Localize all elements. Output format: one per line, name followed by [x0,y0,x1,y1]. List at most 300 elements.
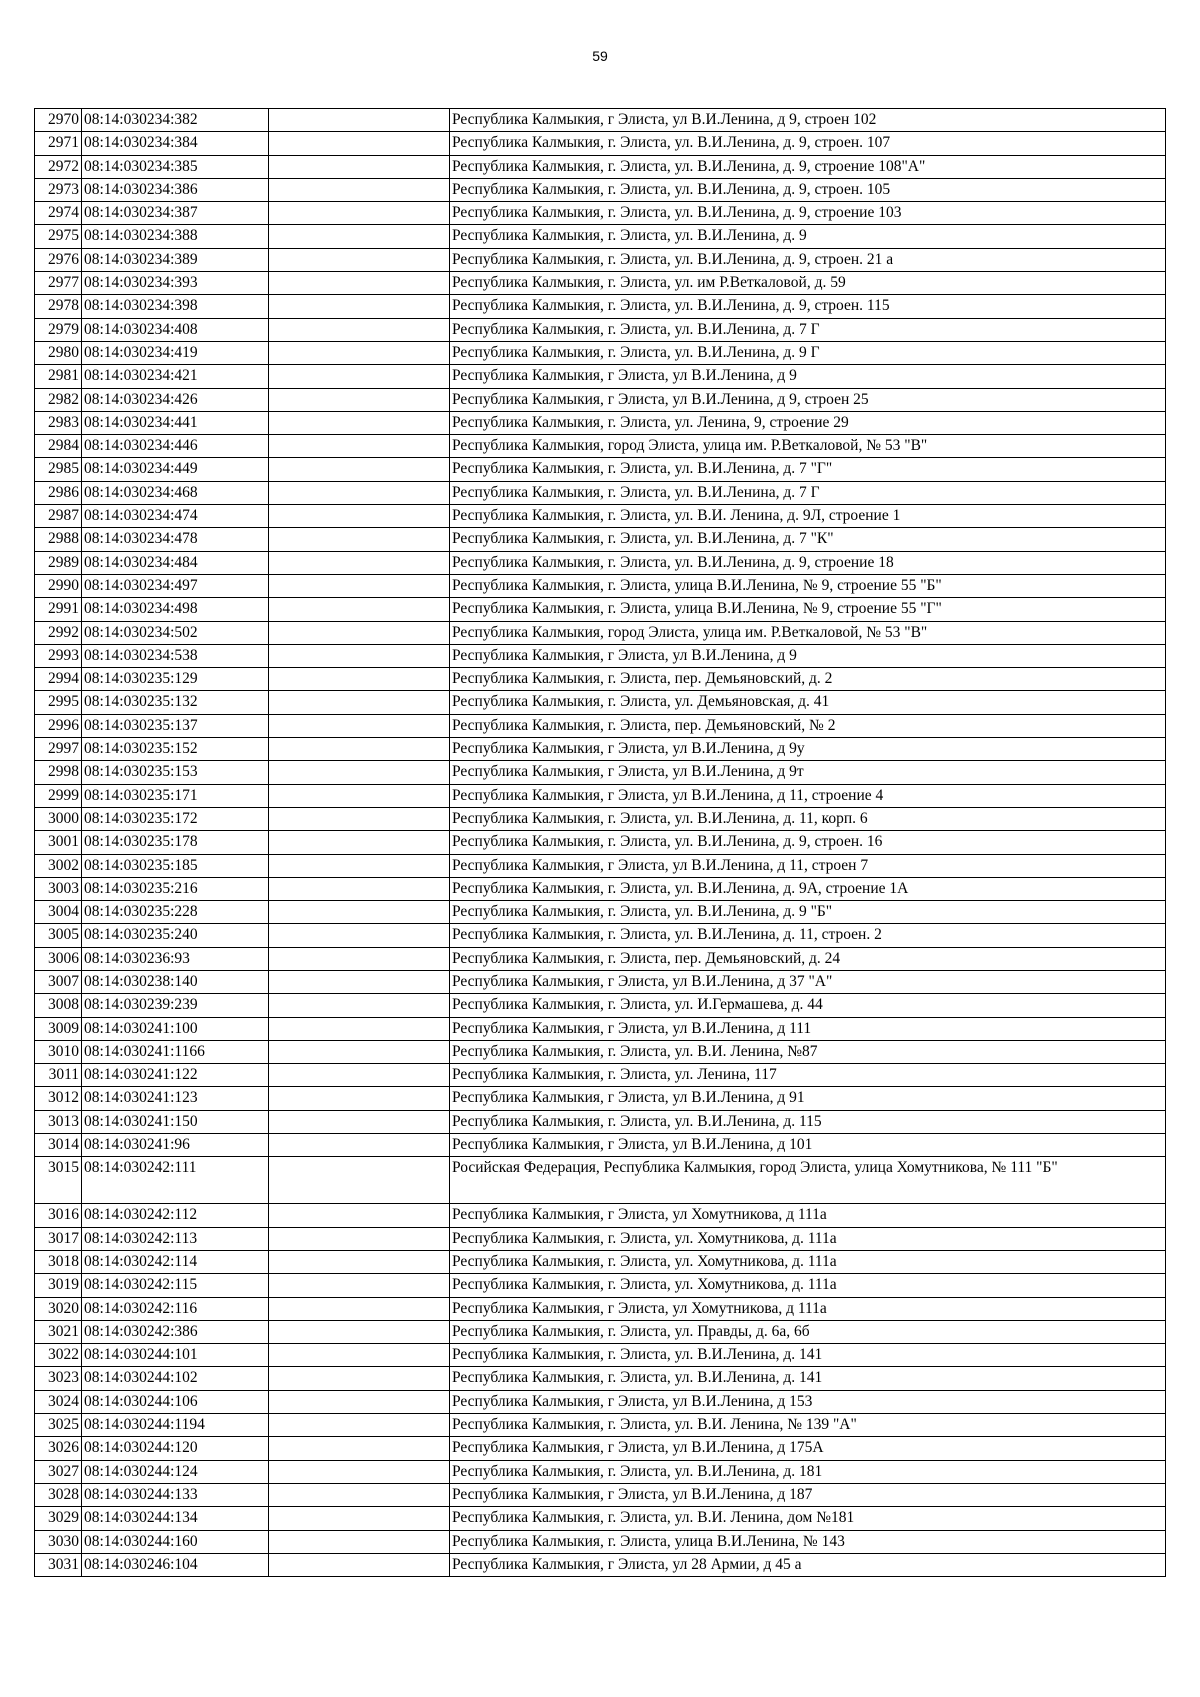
address-cell: Республика Калмыкия, город Элиста, улица им. Р.Веткаловой, № 53 "В" [450,621,1166,644]
address-cell: Республика Калмыкия, г. Элиста, ул. В.И.Ленина, д. 181 [450,1460,1166,1483]
address-cell: Республика Калмыкия, г. Элиста, ул. В.И.Ленина, д. 9, строение 108"А" [450,155,1166,178]
cadastral-number-cell: 08:14:030241:123 [82,1087,269,1110]
table-row [35,1414,1166,1437]
row-number-cell: 3028 [35,1483,82,1506]
page-number: 59 [592,48,608,64]
empty-cell [269,1204,450,1227]
table-row [35,1320,1166,1343]
row-number-cell: 2977 [35,272,82,295]
empty-cell [269,1344,450,1367]
address-cell: Республика Калмыкия, г. Элиста, улица В.И.Ленина, № 9, строение 55 "Г" [450,598,1166,621]
empty-cell [269,1507,450,1530]
row-number-cell: 3003 [35,877,82,900]
table-row [35,1507,1166,1530]
table-row [35,178,1166,201]
cadastral-number-cell: 08:14:030244:120 [82,1437,269,1460]
empty-cell [269,225,450,248]
address-cell: Республика Калмыкия, г. Элиста, ул. Демьяновская, д. 41 [450,691,1166,714]
empty-cell [269,1274,450,1297]
cadastral-number-cell: 08:14:030242:116 [82,1297,269,1320]
row-number-cell: 2987 [35,505,82,528]
table-row [35,295,1166,318]
empty-cell [269,970,450,993]
address-cell: Республика Калмыкия, г Элиста, ул В.И.Ленина, д 187 [450,1483,1166,1506]
address-cell: Республика Калмыкия, г Элиста, ул В.И.Ленина, д 11, строение 4 [450,784,1166,807]
empty-cell [269,924,450,947]
empty-cell [269,1483,450,1506]
cadastral-number-cell: 08:14:030234:497 [82,574,269,597]
address-cell: Республика Калмыкия, г Элиста, ул В.И.Ленина, д 37 "А" [450,970,1166,993]
empty-cell [269,598,450,621]
row-number-cell: 2973 [35,178,82,201]
address-cell: Республика Калмыкия, г Элиста, ул В.И.Ленина, д 9 [450,644,1166,667]
row-number-cell: 3022 [35,1344,82,1367]
cadastral-number-cell: 08:14:030234:421 [82,365,269,388]
address-cell: Республика Калмыкия, г. Элиста, ул. им Р.Веткаловой, д. 59 [450,272,1166,295]
cadastral-number-cell: 08:14:030244:106 [82,1390,269,1413]
empty-cell [269,318,450,341]
empty-cell [269,901,450,924]
address-cell: Республика Калмыкия, г. Элиста, ул. В.И.Ленина, д. 9, строен. 16 [450,831,1166,854]
table-row [35,109,1166,132]
row-number-cell: 2976 [35,248,82,271]
cadastral-number-cell: 08:14:030235:171 [82,784,269,807]
empty-cell [269,1134,450,1157]
address-cell: Республика Калмыкия, г. Элиста, ул. В.И.Ленина, д. 7 "К" [450,528,1166,551]
row-number-cell: 2981 [35,365,82,388]
table-row [35,225,1166,248]
row-number-cell: 3029 [35,1507,82,1530]
table-row [35,1134,1166,1157]
table-row [35,272,1166,295]
empty-cell [269,1087,450,1110]
row-number-cell: 3023 [35,1367,82,1390]
cadastral-number-cell: 08:14:030235:185 [82,854,269,877]
empty-cell [269,295,450,318]
address-cell: Республика Калмыкия, г Элиста, ул Хомутникова, д 111а [450,1204,1166,1227]
cadastral-number-cell: 08:14:030244:102 [82,1367,269,1390]
row-number-cell: 3010 [35,1040,82,1063]
table-row [35,1553,1166,1576]
empty-cell [269,947,450,970]
row-number-cell: 2984 [35,435,82,458]
table-body [35,109,1166,1577]
cadastral-number-cell: 08:14:030235:132 [82,691,269,714]
address-cell: Республика Калмыкия, г. Элиста, ул. В.И.Ленина, д. 7 Г [450,481,1166,504]
cadastral-number-cell: 08:14:030239:239 [82,994,269,1017]
address-cell: Республика Калмыкия, г Элиста, ул В.И.Ленина, д 153 [450,1390,1166,1413]
row-number-cell: 2986 [35,481,82,504]
table-row [35,1530,1166,1553]
cadastral-number-cell: 08:14:030234:449 [82,458,269,481]
address-cell: Республика Калмыкия, г. Элиста, ул. В.И. Ленина, №87 [450,1040,1166,1063]
table-row [35,528,1166,551]
cadastral-number-cell: 08:14:030244:134 [82,1507,269,1530]
table-row [35,831,1166,854]
address-cell: Республика Калмыкия, г Элиста, ул В.И.Ленина, д 101 [450,1134,1166,1157]
row-number-cell: 2985 [35,458,82,481]
empty-cell [269,1227,450,1250]
row-number-cell: 2982 [35,388,82,411]
table-row [35,854,1166,877]
empty-cell [269,1320,450,1343]
row-number-cell: 3020 [35,1297,82,1320]
empty-cell [269,1553,450,1576]
table-row [35,668,1166,691]
table-row [35,901,1166,924]
row-number-cell: 2991 [35,598,82,621]
table-row [35,738,1166,761]
address-cell: Республика Калмыкия, г. Элиста, ул. В.И.Ленина, д. 9 [450,225,1166,248]
address-cell: Республика Калмыкия, г Элиста, ул В.И.Ленина, д 175А [450,1437,1166,1460]
cadastral-number-cell: 08:14:030234:389 [82,248,269,271]
empty-cell [269,668,450,691]
table-row [35,691,1166,714]
table-row [35,807,1166,830]
row-number-cell: 2997 [35,738,82,761]
address-cell: Республика Калмыкия, г. Элиста, ул. В.И.Ленина, д. 11, строен. 2 [450,924,1166,947]
address-cell: Республика Калмыкия, г. Элиста, ул. В.И.Ленина, д. 7 "Г" [450,458,1166,481]
cadastral-number-cell: 08:14:030234:441 [82,411,269,434]
empty-cell [269,1460,450,1483]
empty-cell [269,202,450,225]
empty-cell [269,411,450,434]
empty-cell [269,761,450,784]
row-number-cell: 3009 [35,1017,82,1040]
row-number-cell: 3016 [35,1204,82,1227]
table-row [35,924,1166,947]
empty-cell [269,1390,450,1413]
cadastral-number-cell: 08:14:030234:484 [82,551,269,574]
cadastral-number-cell: 08:14:030234:478 [82,528,269,551]
address-cell: Республика Калмыкия, г. Элиста, пер. Демьяновский, № 2 [450,714,1166,737]
cadastral-number-cell: 08:14:030235:178 [82,831,269,854]
empty-cell [269,155,450,178]
table-row [35,714,1166,737]
empty-cell [269,1064,450,1087]
table-row [35,411,1166,434]
row-number-cell: 3007 [35,970,82,993]
cadastral-number-cell: 08:14:030235:153 [82,761,269,784]
address-cell: Республика Калмыкия, г. Элиста, ул. Ленина, 9, строение 29 [450,411,1166,434]
cadastral-number-cell: 08:14:030234:498 [82,598,269,621]
address-cell: Республика Калмыкия, г. Элиста, пер. Демьяновский, д. 24 [450,947,1166,970]
empty-cell [269,481,450,504]
cadastral-number-cell: 08:14:030241:1166 [82,1040,269,1063]
cadastral-number-cell: 08:14:030235:137 [82,714,269,737]
row-number-cell: 3019 [35,1274,82,1297]
row-number-cell: 3021 [35,1320,82,1343]
empty-cell [269,831,450,854]
table-row [35,1017,1166,1040]
cadastral-number-cell: 08:14:030234:426 [82,388,269,411]
cadastral-number-cell: 08:14:030234:538 [82,644,269,667]
table-row [35,1227,1166,1250]
table-row [35,994,1166,1017]
empty-cell [269,784,450,807]
table-row [35,1250,1166,1273]
table-row [35,947,1166,970]
address-cell: Республика Калмыкия, г. Элиста, ул. В.И.Ленина, д. 9, строение 18 [450,551,1166,574]
cadastral-number-cell: 08:14:030234:502 [82,621,269,644]
address-cell: Республика Калмыкия, г. Элиста, ул. Ленина, 117 [450,1064,1166,1087]
empty-cell [269,854,450,877]
table-row [35,155,1166,178]
address-cell: Республика Калмыкия, г Элиста, ул 28 Армии, д 45 а [450,1553,1166,1576]
cadastral-number-cell: 08:14:030246:104 [82,1553,269,1576]
row-number-cell: 2989 [35,551,82,574]
table-row [35,481,1166,504]
address-cell: Республика Калмыкия, г. Элиста, ул. В.И.Ленина, д. 9 Г [450,341,1166,364]
row-number-cell: 3012 [35,1087,82,1110]
table-row [35,1460,1166,1483]
cadastral-number-cell: 08:14:030241:96 [82,1134,269,1157]
row-number-cell: 3002 [35,854,82,877]
address-cell: Республика Калмыкия, г Элиста, ул В.И.Ленина, д 11, строен 7 [450,854,1166,877]
table-row [35,365,1166,388]
row-number-cell: 2983 [35,411,82,434]
empty-cell [269,877,450,900]
table-row [35,1367,1166,1390]
address-cell: Республика Калмыкия, г. Элиста, ул. В.И.Ленина, д. 141 [450,1367,1166,1390]
address-cell: Республика Калмыкия, г Элиста, ул В.И.Ленина, д 9 [450,365,1166,388]
address-cell: Республика Калмыкия, г. Элиста, ул. В.И.Ленина, д. 9, строен. 21 а [450,248,1166,271]
table-row [35,1157,1166,1204]
empty-cell [269,248,450,271]
table-row [35,1344,1166,1367]
address-cell: Республика Калмыкия, г. Элиста, ул. В.И.Ленина, д. 115 [450,1110,1166,1133]
table-row [35,435,1166,458]
cadastral-number-cell: 08:14:030234:386 [82,178,269,201]
empty-cell [269,738,450,761]
table-row [35,388,1166,411]
address-cell: Республика Калмыкия, г. Элиста, улица В.И.Ленина, № 9, строение 55 "Б" [450,574,1166,597]
address-cell: Республика Калмыкия, г. Элиста, ул. В.И.Ленина, д. 11, корп. 6 [450,807,1166,830]
row-number-cell: 3015 [35,1157,82,1204]
row-number-cell: 3005 [35,924,82,947]
empty-cell [269,1250,450,1273]
address-cell: Республика Калмыкия, г. Элиста, ул. И.Гермашева, д. 44 [450,994,1166,1017]
cadastral-number-cell: 08:14:030242:111 [82,1157,269,1204]
empty-cell [269,621,450,644]
cadastral-number-cell: 08:14:030242:114 [82,1250,269,1273]
address-cell: Республика Калмыкия, г. Элиста, ул. В.И.Ленина, д. 9, строен. 107 [450,132,1166,155]
address-cell: Республика Калмыкия, г. Элиста, ул. В.И.Ленина, д. 141 [450,1344,1166,1367]
row-number-cell: 2988 [35,528,82,551]
empty-cell [269,1297,450,1320]
address-cell: Республика Калмыкия, г Элиста, ул В.И.Ленина, д 9у [450,738,1166,761]
row-number-cell: 2992 [35,621,82,644]
address-cell: Республика Калмыкия, г Элиста, ул Хомутникова, д 111а [450,1297,1166,1320]
empty-cell [269,994,450,1017]
cadastral-number-cell: 08:14:030234:384 [82,132,269,155]
empty-cell [269,551,450,574]
empty-cell [269,132,450,155]
address-cell: Республика Калмыкия, г. Элиста, ул. В.И. Ленина, № 139 "А" [450,1414,1166,1437]
table-row [35,1087,1166,1110]
row-number-cell: 3027 [35,1460,82,1483]
row-number-cell: 2972 [35,155,82,178]
row-number-cell: 3024 [35,1390,82,1413]
cadastral-number-cell: 08:14:030235:240 [82,924,269,947]
row-number-cell: 2978 [35,295,82,318]
address-cell: Республика Калмыкия, г Элиста, ул В.И.Ленина, д 91 [450,1087,1166,1110]
row-number-cell: 2974 [35,202,82,225]
address-cell: Республика Калмыкия, город Элиста, улица им. Р.Веткаловой, № 53 "В" [450,435,1166,458]
table-row [35,341,1166,364]
cadastral-number-cell: 08:14:030244:133 [82,1483,269,1506]
row-number-cell: 2999 [35,784,82,807]
cadastral-number-cell: 08:14:030242:112 [82,1204,269,1227]
cadastral-number-cell: 08:14:030244:1194 [82,1414,269,1437]
row-number-cell: 3006 [35,947,82,970]
table-row [35,784,1166,807]
address-cell: Республика Калмыкия, г Элиста, ул В.И.Ленина, д 111 [450,1017,1166,1040]
cadastral-number-cell: 08:14:030235:216 [82,877,269,900]
empty-cell [269,341,450,364]
empty-cell [269,1040,450,1063]
table-row [35,970,1166,993]
table-row [35,644,1166,667]
cadastral-number-cell: 08:14:030235:152 [82,738,269,761]
table-row [35,551,1166,574]
address-cell: Республика Калмыкия, г Элиста, ул В.И.Ленина, д 9т [450,761,1166,784]
row-number-cell: 2990 [35,574,82,597]
empty-cell [269,435,450,458]
empty-cell [269,505,450,528]
address-cell: Республика Калмыкия, г. Элиста, ул. В.И.Ленина, д. 9, строение 103 [450,202,1166,225]
table-row [35,1437,1166,1460]
empty-cell [269,528,450,551]
table-row [35,877,1166,900]
cadastral-number-cell: 08:14:030241:150 [82,1110,269,1133]
table-row [35,458,1166,481]
cadastral-number-cell: 08:14:030242:115 [82,1274,269,1297]
table-row [35,1390,1166,1413]
address-cell: Республика Калмыкия, г. Элиста, ул. В.И.Ленина, д. 9 "Б" [450,901,1166,924]
address-cell: Республика Калмыкия, г. Элиста, ул. Хомутникова, д. 111а [450,1227,1166,1250]
address-cell: Республика Калмыкия, г. Элиста, ул. В.И.Ленина, д. 9, строен. 105 [450,178,1166,201]
empty-cell [269,1017,450,1040]
row-number-cell: 3000 [35,807,82,830]
cadastral-number-cell: 08:14:030234:393 [82,272,269,295]
table-row [35,1483,1166,1506]
address-cell: Республика Калмыкия, г Элиста, ул В.И.Ленина, д 9, строен 25 [450,388,1166,411]
empty-cell [269,109,450,132]
table-row [35,1274,1166,1297]
empty-cell [269,1530,450,1553]
address-cell: Республика Калмыкия, г. Элиста, улица В.И.Ленина, № 143 [450,1530,1166,1553]
cadastral-number-cell: 08:14:030241:122 [82,1064,269,1087]
empty-cell [269,365,450,388]
address-cell: Республика Калмыкия, г. Элиста, ул. В.И.Ленина, д. 7 Г [450,318,1166,341]
empty-cell [269,178,450,201]
cadastral-number-cell: 08:14:030238:140 [82,970,269,993]
cadastral-number-cell: 08:14:030234:382 [82,109,269,132]
table-row [35,1297,1166,1320]
table-row [35,574,1166,597]
cadastral-number-cell: 08:14:030234:468 [82,481,269,504]
empty-cell [269,458,450,481]
table-row [35,1204,1166,1227]
cadastral-number-cell: 08:14:030234:388 [82,225,269,248]
empty-cell [269,1437,450,1460]
row-number-cell: 2970 [35,109,82,132]
cadastral-number-cell: 08:14:030235:172 [82,807,269,830]
row-number-cell: 3031 [35,1553,82,1576]
table-row [35,1040,1166,1063]
row-number-cell: 2994 [35,668,82,691]
row-number-cell: 2979 [35,318,82,341]
table-row [35,318,1166,341]
cadastral-number-cell: 08:14:030234:387 [82,202,269,225]
row-number-cell: 2996 [35,714,82,737]
empty-cell [269,272,450,295]
empty-cell [269,714,450,737]
table-row [35,1064,1166,1087]
cadastral-number-cell: 08:14:030242:113 [82,1227,269,1250]
cadastral-number-cell: 08:14:030242:386 [82,1320,269,1343]
row-number-cell: 3004 [35,901,82,924]
row-number-cell: 3030 [35,1530,82,1553]
row-number-cell: 3018 [35,1250,82,1273]
table-row [35,202,1166,225]
row-number-cell: 2980 [35,341,82,364]
row-number-cell: 3025 [35,1414,82,1437]
address-cell: Республика Калмыкия, г. Элиста, ул. В.И.Ленина, д. 9, строен. 115 [450,295,1166,318]
cadastral-number-cell: 08:14:030234:474 [82,505,269,528]
row-number-cell: 3026 [35,1437,82,1460]
cadastral-number-cell: 08:14:030234:385 [82,155,269,178]
row-number-cell: 3001 [35,831,82,854]
table-row [35,505,1166,528]
empty-cell [269,644,450,667]
row-number-cell: 3013 [35,1110,82,1133]
cadastral-registry-table [34,108,1166,1577]
row-number-cell: 2971 [35,132,82,155]
row-number-cell: 2993 [35,644,82,667]
cadastral-number-cell: 08:14:030235:228 [82,901,269,924]
empty-cell [269,1110,450,1133]
empty-cell [269,388,450,411]
cadastral-number-cell: 08:14:030236:93 [82,947,269,970]
cadastral-number-cell: 08:14:030244:101 [82,1344,269,1367]
table-row [35,1110,1166,1133]
table-row [35,248,1166,271]
address-cell: Республика Калмыкия, г. Элиста, ул. В.И. Ленина, дом №181 [450,1507,1166,1530]
address-cell: Республика Калмыкия, г Элиста, ул В.И.Ленина, д 9, строен 102 [450,109,1166,132]
address-cell: Республика Калмыкия, г. Элиста, ул. Хомутникова, д. 111а [450,1250,1166,1273]
table-row [35,598,1166,621]
table-row [35,621,1166,644]
cadastral-number-cell: 08:14:030244:160 [82,1530,269,1553]
cadastral-number-cell: 08:14:030234:446 [82,435,269,458]
cadastral-number-cell: 08:14:030244:124 [82,1460,269,1483]
row-number-cell: 2998 [35,761,82,784]
row-number-cell: 3014 [35,1134,82,1157]
address-cell: Республика Калмыкия, г. Элиста, ул. В.И.Ленина, д. 9А, строение 1А [450,877,1166,900]
empty-cell [269,1367,450,1390]
address-cell: Республика Калмыкия, г. Элиста, пер. Демьяновский, д. 2 [450,668,1166,691]
address-cell: Республика Калмыкия, г. Элиста, ул. Правды, д. 6а, 6б [450,1320,1166,1343]
cadastral-number-cell: 08:14:030234:408 [82,318,269,341]
empty-cell [269,1414,450,1437]
row-number-cell: 2995 [35,691,82,714]
row-number-cell: 3017 [35,1227,82,1250]
cadastral-number-cell: 08:14:030241:100 [82,1017,269,1040]
table-row [35,761,1166,784]
cadastral-number-cell: 08:14:030235:129 [82,668,269,691]
